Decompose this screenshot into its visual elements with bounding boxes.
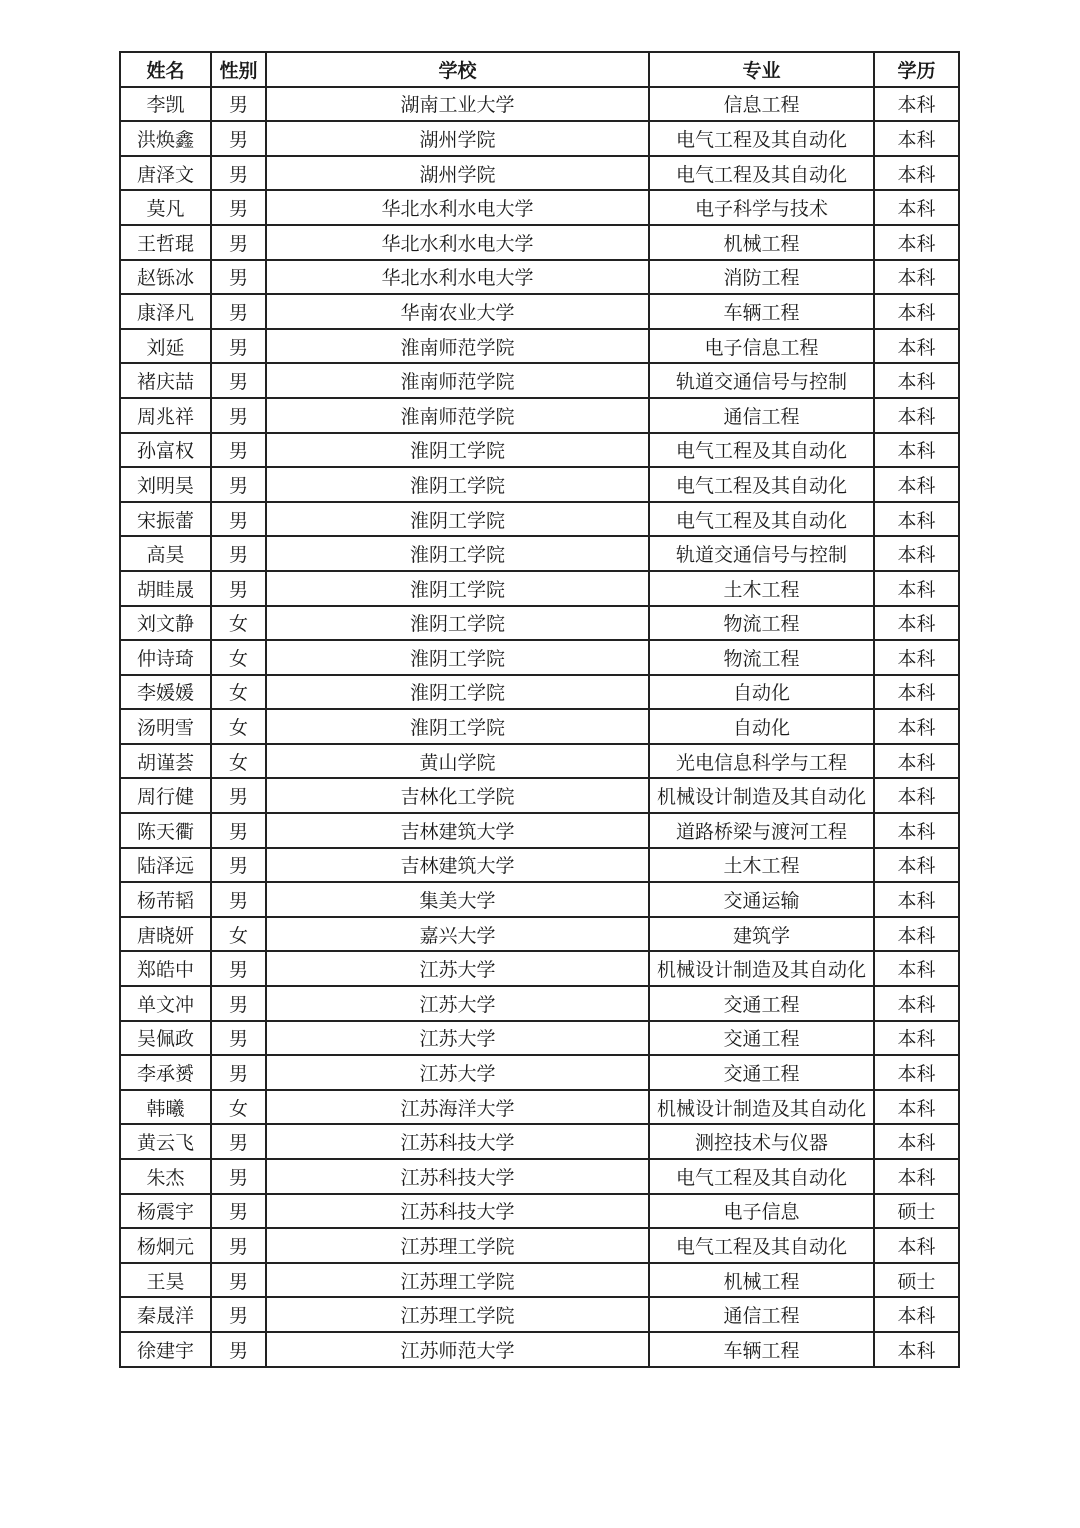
table-row	[120, 813, 959, 848]
cell-degree: 本科	[874, 951, 959, 986]
table-row	[120, 1021, 959, 1056]
cell-gender: 男	[211, 1263, 266, 1298]
cell-major: 自动化	[649, 709, 874, 744]
table-row	[120, 709, 959, 744]
cell-gender: 男	[211, 571, 266, 606]
cell-school: 淮阴工学院	[266, 640, 649, 675]
cell-name: 赵铄冰	[120, 260, 211, 295]
cell-name: 康泽凡	[120, 294, 211, 329]
cell-degree: 本科	[874, 1124, 959, 1159]
table-row	[120, 433, 959, 468]
cell-degree: 本科	[874, 917, 959, 952]
cell-major: 自动化	[649, 675, 874, 710]
cell-name: 韩曦	[120, 1090, 211, 1125]
cell-name: 洪焕鑫	[120, 121, 211, 156]
cell-major: 电子信息	[649, 1194, 874, 1229]
table-row	[120, 675, 959, 710]
table-row	[120, 121, 959, 156]
table-row	[120, 502, 959, 537]
table-row	[120, 260, 959, 295]
cell-gender: 男	[211, 536, 266, 571]
table-body	[120, 87, 959, 1367]
cell-name: 周行健	[120, 778, 211, 813]
cell-gender: 男	[211, 467, 266, 502]
cell-name: 刘文静	[120, 606, 211, 641]
cell-major: 机械设计制造及其自动化	[649, 778, 874, 813]
cell-major: 土木工程	[649, 848, 874, 883]
cell-name: 郑皓中	[120, 951, 211, 986]
table-row	[120, 917, 959, 952]
cell-degree: 本科	[874, 1332, 959, 1367]
header-school: 学校	[266, 52, 649, 87]
table-row	[120, 571, 959, 606]
cell-gender: 女	[211, 1090, 266, 1125]
cell-major: 交通工程	[649, 1055, 874, 1090]
header-degree: 学历	[874, 52, 959, 87]
cell-major: 通信工程	[649, 398, 874, 433]
cell-school: 淮阴工学院	[266, 709, 649, 744]
cell-name: 唐泽文	[120, 156, 211, 191]
cell-school: 淮阴工学院	[266, 467, 649, 502]
cell-major: 道路桥梁与渡河工程	[649, 813, 874, 848]
cell-degree: 本科	[874, 260, 959, 295]
cell-school: 江苏理工学院	[266, 1263, 649, 1298]
cell-major: 电气工程及其自动化	[649, 156, 874, 191]
cell-degree: 本科	[874, 190, 959, 225]
cell-school: 淮阴工学院	[266, 502, 649, 537]
cell-school: 集美大学	[266, 882, 649, 917]
cell-degree: 本科	[874, 571, 959, 606]
cell-degree: 本科	[874, 502, 959, 537]
table-row	[120, 882, 959, 917]
cell-school: 黄山学院	[266, 744, 649, 779]
cell-school: 嘉兴大学	[266, 917, 649, 952]
cell-name: 唐晓妍	[120, 917, 211, 952]
cell-major: 电子信息工程	[649, 329, 874, 364]
cell-name: 宋振蕾	[120, 502, 211, 537]
cell-major: 机械设计制造及其自动化	[649, 1090, 874, 1125]
cell-major: 电子科学与技术	[649, 190, 874, 225]
cell-school: 华北水利水电大学	[266, 260, 649, 295]
cell-major: 信息工程	[649, 87, 874, 122]
cell-name: 杨震宇	[120, 1194, 211, 1229]
cell-degree: 本科	[874, 1021, 959, 1056]
cell-major: 车辆工程	[649, 294, 874, 329]
cell-major: 电气工程及其自动化	[649, 1159, 874, 1194]
table-row	[120, 363, 959, 398]
cell-gender: 男	[211, 225, 266, 260]
cell-school: 江苏科技大学	[266, 1159, 649, 1194]
cell-name: 秦晟洋	[120, 1297, 211, 1332]
cell-degree: 本科	[874, 156, 959, 191]
cell-gender: 男	[211, 882, 266, 917]
cell-major: 交通工程	[649, 1021, 874, 1056]
cell-gender: 男	[211, 1228, 266, 1263]
cell-degree: 本科	[874, 1090, 959, 1125]
cell-degree: 本科	[874, 329, 959, 364]
cell-degree: 本科	[874, 675, 959, 710]
cell-school: 吉林化工学院	[266, 778, 649, 813]
cell-degree: 本科	[874, 536, 959, 571]
table-row	[120, 1124, 959, 1159]
cell-gender: 男	[211, 1124, 266, 1159]
cell-name: 仲诗琦	[120, 640, 211, 675]
cell-school: 淮南师范学院	[266, 329, 649, 364]
cell-gender: 男	[211, 294, 266, 329]
cell-degree: 本科	[874, 848, 959, 883]
cell-gender: 女	[211, 675, 266, 710]
cell-name: 胡谨荟	[120, 744, 211, 779]
cell-school: 淮阴工学院	[266, 675, 649, 710]
cell-name: 李承赟	[120, 1055, 211, 1090]
cell-major: 电气工程及其自动化	[649, 502, 874, 537]
cell-name: 刘明昊	[120, 467, 211, 502]
document-page	[119, 51, 958, 1368]
cell-name: 褚庆喆	[120, 363, 211, 398]
table-row	[120, 536, 959, 571]
cell-degree: 本科	[874, 606, 959, 641]
header-name: 姓名	[120, 52, 211, 87]
cell-gender: 男	[211, 1297, 266, 1332]
cell-gender: 男	[211, 951, 266, 986]
cell-major: 消防工程	[649, 260, 874, 295]
cell-major: 通信工程	[649, 1297, 874, 1332]
cell-name: 黄云飞	[120, 1124, 211, 1159]
cell-major: 物流工程	[649, 640, 874, 675]
table-row	[120, 606, 959, 641]
cell-gender: 男	[211, 848, 266, 883]
cell-school: 江苏科技大学	[266, 1194, 649, 1229]
cell-school: 江苏海洋大学	[266, 1090, 649, 1125]
table-row	[120, 190, 959, 225]
cell-major: 机械工程	[649, 1263, 874, 1298]
cell-school: 淮阴工学院	[266, 536, 649, 571]
cell-school: 淮阴工学院	[266, 433, 649, 468]
cell-gender: 男	[211, 502, 266, 537]
cell-major: 机械工程	[649, 225, 874, 260]
cell-gender: 男	[211, 813, 266, 848]
cell-gender: 男	[211, 156, 266, 191]
cell-degree: 本科	[874, 1297, 959, 1332]
table-header	[120, 52, 959, 87]
cell-degree: 本科	[874, 1159, 959, 1194]
cell-degree: 本科	[874, 709, 959, 744]
cell-school: 江苏师范大学	[266, 1332, 649, 1367]
cell-school: 湖南工业大学	[266, 87, 649, 122]
cell-name: 莫凡	[120, 190, 211, 225]
table-row	[120, 778, 959, 813]
cell-degree: 本科	[874, 467, 959, 502]
cell-name: 王哲琨	[120, 225, 211, 260]
header-row	[120, 52, 959, 87]
cell-gender: 男	[211, 398, 266, 433]
cell-gender: 女	[211, 917, 266, 952]
cell-name: 周兆祥	[120, 398, 211, 433]
cell-major: 机械设计制造及其自动化	[649, 951, 874, 986]
cell-degree: 本科	[874, 744, 959, 779]
cell-gender: 男	[211, 190, 266, 225]
cell-major: 交通运输	[649, 882, 874, 917]
cell-name: 王昊	[120, 1263, 211, 1298]
cell-name: 单文冲	[120, 986, 211, 1021]
table-row	[120, 398, 959, 433]
table-row	[120, 848, 959, 883]
cell-degree: 硕士	[874, 1194, 959, 1229]
cell-name: 胡眭晟	[120, 571, 211, 606]
table-row	[120, 1297, 959, 1332]
table-row	[120, 1332, 959, 1367]
cell-major: 电气工程及其自动化	[649, 1228, 874, 1263]
cell-degree: 本科	[874, 225, 959, 260]
cell-gender: 男	[211, 1055, 266, 1090]
cell-gender: 男	[211, 87, 266, 122]
cell-name: 孙富权	[120, 433, 211, 468]
cell-gender: 男	[211, 1021, 266, 1056]
cell-school: 华南农业大学	[266, 294, 649, 329]
cell-school: 江苏理工学院	[266, 1297, 649, 1332]
cell-gender: 男	[211, 433, 266, 468]
cell-school: 淮南师范学院	[266, 363, 649, 398]
cell-degree: 本科	[874, 87, 959, 122]
cell-major: 土木工程	[649, 571, 874, 606]
cell-name: 高昊	[120, 536, 211, 571]
cell-name: 刘延	[120, 329, 211, 364]
table-row	[120, 467, 959, 502]
cell-name: 汤明雪	[120, 709, 211, 744]
table-row	[120, 986, 959, 1021]
cell-school: 吉林建筑大学	[266, 848, 649, 883]
table-row	[120, 156, 959, 191]
table-row	[120, 951, 959, 986]
cell-name: 李凯	[120, 87, 211, 122]
cell-name: 李媛媛	[120, 675, 211, 710]
cell-school: 江苏大学	[266, 1055, 649, 1090]
cell-major: 物流工程	[649, 606, 874, 641]
cell-name: 吴佩政	[120, 1021, 211, 1056]
cell-degree: 本科	[874, 640, 959, 675]
cell-gender: 女	[211, 744, 266, 779]
cell-school: 江苏大学	[266, 1021, 649, 1056]
cell-major: 电气工程及其自动化	[649, 433, 874, 468]
table-row	[120, 744, 959, 779]
table-row	[120, 640, 959, 675]
cell-name: 陈天衢	[120, 813, 211, 848]
cell-major: 交通工程	[649, 986, 874, 1021]
cell-gender: 女	[211, 606, 266, 641]
cell-degree: 本科	[874, 294, 959, 329]
cell-degree: 本科	[874, 1228, 959, 1263]
cell-gender: 女	[211, 640, 266, 675]
table-row	[120, 1090, 959, 1125]
cell-degree: 本科	[874, 398, 959, 433]
cell-major: 轨道交通信号与控制	[649, 363, 874, 398]
cell-name: 陆泽远	[120, 848, 211, 883]
cell-school: 吉林建筑大学	[266, 813, 649, 848]
cell-gender: 男	[211, 363, 266, 398]
cell-school: 江苏理工学院	[266, 1228, 649, 1263]
cell-degree: 本科	[874, 986, 959, 1021]
cell-gender: 男	[211, 1159, 266, 1194]
cell-school: 淮阴工学院	[266, 571, 649, 606]
table-row	[120, 1228, 959, 1263]
header-gender: 性别	[211, 52, 266, 87]
cell-major: 建筑学	[649, 917, 874, 952]
cell-gender: 女	[211, 709, 266, 744]
cell-degree: 本科	[874, 813, 959, 848]
cell-school: 华北水利水电大学	[266, 225, 649, 260]
cell-school: 江苏科技大学	[266, 1124, 649, 1159]
table-row	[120, 1055, 959, 1090]
cell-school: 淮阴工学院	[266, 606, 649, 641]
cell-major: 电气工程及其自动化	[649, 467, 874, 502]
cell-degree: 本科	[874, 778, 959, 813]
table-row	[120, 1263, 959, 1298]
cell-school: 华北水利水电大学	[266, 190, 649, 225]
cell-gender: 男	[211, 121, 266, 156]
cell-name: 杨炯元	[120, 1228, 211, 1263]
cell-major: 车辆工程	[649, 1332, 874, 1367]
cell-gender: 男	[211, 986, 266, 1021]
cell-major: 电气工程及其自动化	[649, 121, 874, 156]
table-row	[120, 225, 959, 260]
cell-major: 轨道交通信号与控制	[649, 536, 874, 571]
cell-school: 江苏大学	[266, 951, 649, 986]
table-row	[120, 294, 959, 329]
cell-degree: 本科	[874, 433, 959, 468]
cell-major: 测控技术与仪器	[649, 1124, 874, 1159]
cell-gender: 男	[211, 329, 266, 364]
table-row	[120, 1194, 959, 1229]
cell-school: 湖州学院	[266, 156, 649, 191]
cell-gender: 男	[211, 1332, 266, 1367]
cell-name: 杨芾韬	[120, 882, 211, 917]
cell-name: 徐建宇	[120, 1332, 211, 1367]
cell-school: 江苏大学	[266, 986, 649, 1021]
cell-gender: 男	[211, 1194, 266, 1229]
cell-school: 湖州学院	[266, 121, 649, 156]
cell-name: 朱杰	[120, 1159, 211, 1194]
table-row	[120, 1159, 959, 1194]
cell-school: 淮南师范学院	[266, 398, 649, 433]
header-major: 专业	[649, 52, 874, 87]
cell-degree: 本科	[874, 1055, 959, 1090]
cell-degree: 本科	[874, 121, 959, 156]
cell-degree: 硕士	[874, 1263, 959, 1298]
cell-degree: 本科	[874, 363, 959, 398]
cell-gender: 男	[211, 260, 266, 295]
cell-gender: 男	[211, 778, 266, 813]
roster-table	[119, 51, 960, 1368]
cell-major: 光电信息科学与工程	[649, 744, 874, 779]
table-row	[120, 87, 959, 122]
table-row	[120, 329, 959, 364]
cell-degree: 本科	[874, 882, 959, 917]
